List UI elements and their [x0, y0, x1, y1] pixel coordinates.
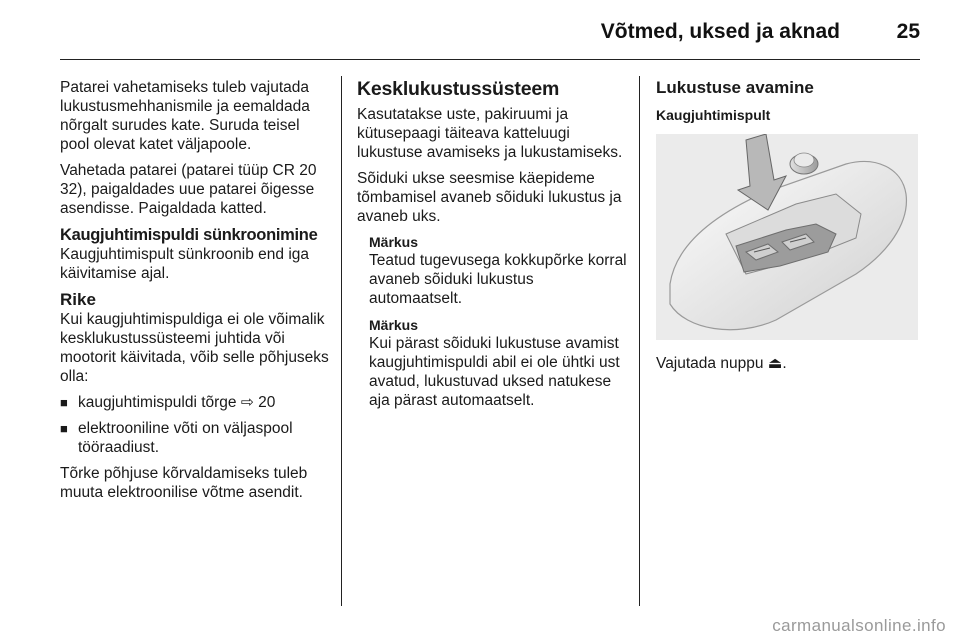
- page-header: [60, 14, 920, 60]
- key-fob-illustration: [656, 134, 918, 340]
- section-heading: Kaugjuhtimispuldi sünkroonimine: [60, 226, 318, 244]
- paragraph: Sõiduki ukse seesmise käepideme tõmbamisel avaneb sõiduki lukustus ja avaneb uks.: [357, 170, 622, 225]
- note: [369, 233, 627, 308]
- paragraph: Vahetada patarei (patarei tüüp CR 20 32), paigaldades uue patarei õigesse asendisse. Paigaldada katted.: [60, 162, 317, 217]
- page-number: 25: [896, 20, 920, 43]
- column-divider: [639, 76, 640, 606]
- watermark: carmanualsonline.info: [772, 616, 946, 635]
- bullet-icon: ■: [60, 395, 68, 410]
- key-fob-icon: [656, 134, 918, 340]
- image-caption: Vajutada nuppu ⏏.: [656, 355, 787, 372]
- note: [369, 316, 627, 410]
- list-item-text: kaugjuhtimispuldi tõrge ⇨ 20: [78, 394, 276, 411]
- note-title: Märkus: [369, 234, 419, 250]
- list-item: [60, 393, 330, 412]
- paragraph: Tõrke põhjuse kõrvaldamiseks tuleb muuta elektroonilise võtme asendit.: [60, 465, 308, 501]
- column-3: [656, 78, 920, 380]
- note-text: Teatud tugevusega kokkupõrke korral avaneb sõiduki lukustus automaatselt.: [369, 252, 627, 307]
- paragraph: Kui kaugjuhtimispuldiga ei ole võimalik kesklukustussüsteemi juhtida või mootorit käivitada, võib selle põhjuseks olla:: [60, 311, 329, 385]
- column-1: [60, 78, 330, 509]
- paragraph: Patarei vahetamiseks tuleb vajutada lukustusmehhanismile ja eemaldada nõrgalt surudes kate. Suruda teisel pool olevat katet väljapoole.: [60, 79, 310, 153]
- list-item-text: elektrooniline võti on väljaspool tööraadiust.: [78, 420, 293, 456]
- column-divider: [341, 76, 342, 606]
- paragraph: Kaugjuhtimispult sünkroonib end iga käivitamise ajal.: [60, 246, 310, 282]
- note-text: Kui pärast sõiduki lukustuse avamist kaugjuhtimispuldi abil ei ole ühtki ust avatud, lukustuvad uksed natukese aja pärast automaatselt.: [369, 335, 620, 409]
- section-heading: Rike: [60, 290, 96, 309]
- paragraph: Kasutatakse uste, pakiruumi ja kütusepaagi täiteava katteluugi lukustuse avamiseks ja lukustamiseks.: [357, 106, 623, 161]
- note-title: Märkus: [369, 317, 419, 333]
- list-item: [60, 419, 330, 457]
- column-2: [357, 78, 627, 418]
- bullet-icon: ■: [60, 421, 68, 436]
- subheading: Kaugjuhtimispult: [656, 107, 771, 123]
- header-title: Võtmed, uksed ja aknad: [600, 20, 840, 43]
- section-heading: Lukustuse avamine: [656, 78, 814, 97]
- section-heading: Kesklukustussüsteem: [357, 78, 560, 100]
- header-rule: [60, 59, 920, 60]
